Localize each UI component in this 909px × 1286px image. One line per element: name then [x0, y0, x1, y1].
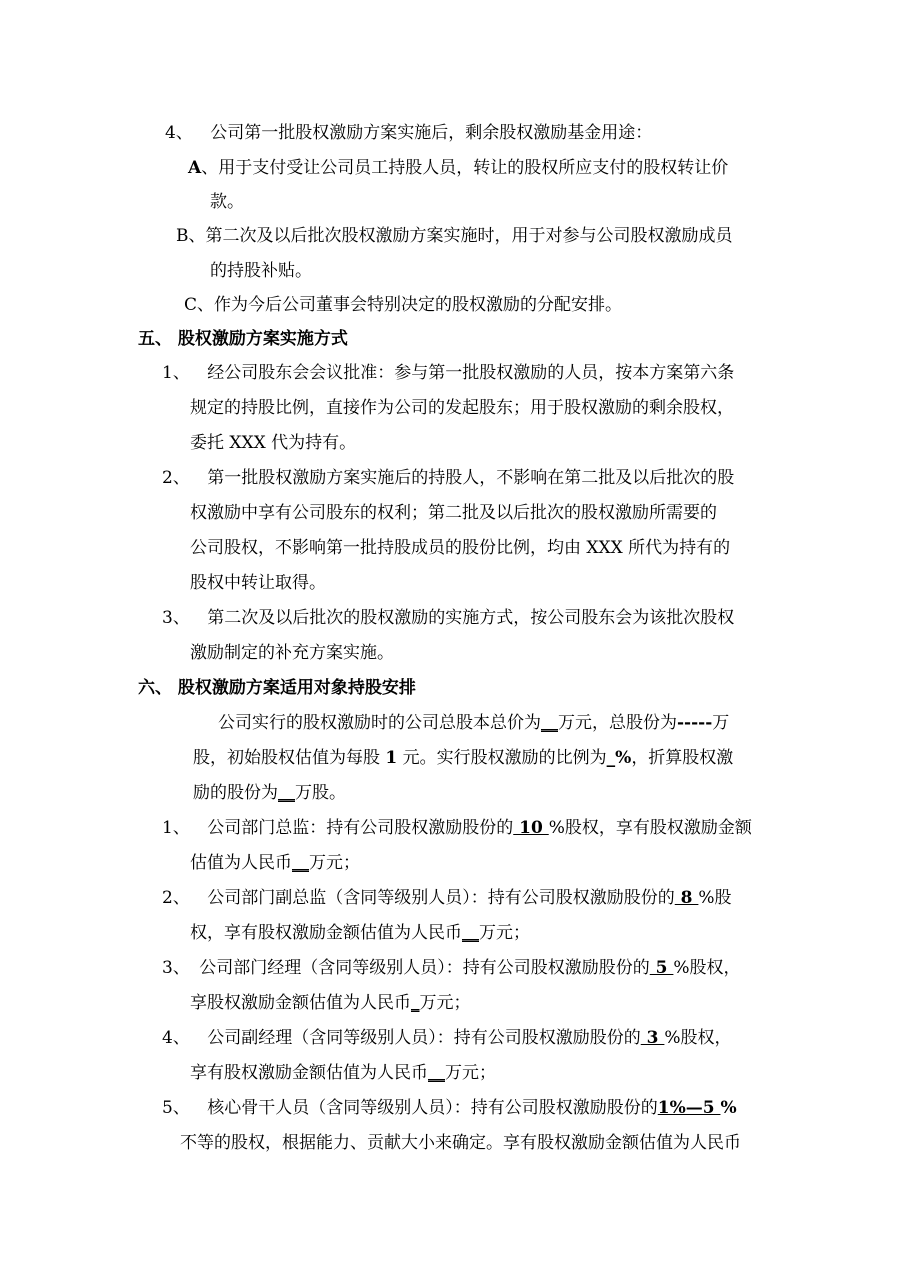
item-4 — [165, 121, 652, 145]
item-text: 经公司股东会会议批准：参与第一批股权激励的人员，按本方案第六条 — [207, 363, 735, 383]
s6-item-4-line2 — [190, 1061, 496, 1085]
s6-item-1-line1 — [162, 816, 752, 840]
intro-text: 元。实行股权激励的比例为 — [397, 748, 607, 768]
s6-intro-line3 — [193, 781, 346, 805]
item-text: 公司部门总监：持有公司股权激励股份的 — [207, 818, 514, 838]
intro-text: 万 — [712, 713, 730, 733]
item-text: 权，享有股权激励金额估值为人民币 — [190, 923, 462, 943]
item-B-line1 — [176, 224, 733, 248]
item-text: 享股权激励金额估值为人民币 — [190, 993, 411, 1013]
item-text: 公司副经理（含同等级别人员）：持有公司股权激励股份的 — [207, 1028, 641, 1048]
item-number: 4、 — [162, 1028, 190, 1048]
intro-blank: __ — [278, 783, 295, 803]
item-number: 5、 — [162, 1098, 190, 1118]
item-text: 万元； — [445, 1063, 496, 1083]
item-percent: 3 — [640, 1028, 665, 1048]
item-percent: 8 — [674, 888, 699, 908]
item-text: %股权，享有股权激励金额 — [548, 818, 752, 838]
intro-number: 1 — [385, 748, 398, 768]
item-number: 2、 — [162, 468, 190, 488]
s6-item-1-line2 — [190, 851, 360, 875]
s5-item-2-line1 — [162, 466, 734, 490]
intro-text: 励的股份为 — [193, 783, 278, 803]
intro-text: 万元，总股份为 — [558, 713, 677, 733]
s6-item-5-line1 — [162, 1096, 737, 1120]
item-number: 3、 — [162, 608, 190, 628]
section-5-heading: 五、 股权激励方案实施方式 — [138, 329, 348, 349]
s5-item-2-line4: 股权中转让取得。 — [190, 573, 326, 593]
item-text: 公司第一批股权激励方案实施后，剩余股权激励基金用途： — [210, 123, 653, 143]
s5-item-1-line3: 委托 XXX 代为持有。 — [190, 433, 357, 453]
item-text: 估值为人民币 — [190, 853, 292, 873]
item-label: B — [176, 226, 189, 246]
item-text: 、第二次及以后批次股权激励方案实施时，用于对参与公司股权激励成员 — [188, 226, 733, 246]
item-blank: __ — [292, 853, 309, 873]
s5-item-1-line1 — [162, 361, 734, 385]
s6-item-3-line1 — [162, 956, 741, 980]
intro-dash: ----- — [677, 713, 713, 733]
item-text: 核心骨干人员（含同等级别人员）：持有公司股权激励股份的 — [207, 1098, 658, 1118]
section-6-heading: 六、 股权激励方案适用对象持股安排 — [138, 678, 416, 698]
s6-item-2-line2 — [190, 921, 530, 945]
item-A-line1 — [188, 156, 728, 180]
item-number: 1、 — [162, 363, 190, 383]
item-percent: 1%—5 — [657, 1098, 721, 1118]
s5-item-2-line2: 权激励中享有公司股东的权利；第二批及以后批次的股权激励所需要的 — [190, 503, 717, 523]
s5-item-1-line2: 规定的持股比例，直接作为公司的发起股东；用于股权激励的剩余股权， — [190, 398, 734, 418]
intro-blank: __ — [541, 713, 558, 733]
item-number: 2、 — [162, 888, 190, 908]
item-label: C — [184, 295, 198, 315]
item-text: 享有股权激励金额估值为人民币 — [190, 1063, 428, 1083]
item-A-line2: 款。 — [210, 192, 244, 212]
item-text: %股 — [698, 888, 732, 908]
intro-text: 股，初始股权估值为每股 — [193, 748, 386, 768]
s6-intro-line1 — [218, 711, 729, 735]
item-number: 4、 — [165, 123, 193, 143]
intro-text: 万股。 — [295, 783, 346, 803]
item-blank: _ — [411, 993, 420, 1013]
item-blank: __ — [462, 923, 479, 943]
item-percent: 10 — [513, 818, 549, 838]
item-percent: 5 — [649, 958, 674, 978]
s6-item-3-line2 — [190, 991, 471, 1015]
item-text: 、用于支付受让公司员工持股人员，转让的股权所应支付的股权转让价 — [201, 158, 729, 178]
s6-intro-line2 — [193, 746, 733, 770]
item-text: 、作为今后公司董事会特别决定的股权激励的分配安排。 — [197, 295, 623, 315]
s6-item-5-line2: 不等的股权，根据能力、贡献大小来确定。享有股权激励金额估值为人民币 — [180, 1133, 741, 1153]
item-text: 公司部门经理（含同等级别人员）：持有公司股权激励股份的 — [199, 958, 650, 978]
item-text: 第二次及以后批次的股权激励的实施方式，按公司股东会为该批次股权 — [207, 608, 735, 628]
item-text: 公司部门副总监（含同等级别人员）：持有公司股权激励股份的 — [207, 888, 675, 908]
item-text: % — [720, 1098, 737, 1118]
item-text: 万元； — [479, 923, 530, 943]
item-text: 第一批股权激励方案实施后的持股人，不影响在第二批及以后批次的股 — [207, 468, 735, 488]
s6-item-2-line1 — [162, 886, 732, 910]
item-text: 万元； — [309, 853, 360, 873]
item-text: %股权， — [673, 958, 741, 978]
item-text: 万元； — [419, 993, 471, 1013]
s5-item-3-line1 — [162, 606, 734, 630]
intro-text: 公司实行的股权激励时的公司总股本总价为 — [218, 713, 541, 733]
item-blank: __ — [428, 1063, 445, 1083]
s5-item-3-line2: 激励制定的补充方案实施。 — [190, 643, 394, 663]
item-number: 3、 — [162, 958, 190, 978]
s6-item-4-line1 — [162, 1026, 732, 1050]
item-label: A — [188, 158, 202, 178]
intro-text: ，折算股权激 — [631, 748, 734, 768]
item-B-line2: 的持股补贴。 — [210, 261, 312, 281]
item-number: 1、 — [162, 818, 190, 838]
intro-percent: _% — [606, 748, 632, 768]
item-C-line1 — [184, 293, 622, 317]
s5-item-2-line3: 公司股权，不影响第一批持股成员的股份比例，均由 XXX 所代为持有的 — [190, 538, 731, 558]
item-text: %股权， — [664, 1028, 732, 1048]
